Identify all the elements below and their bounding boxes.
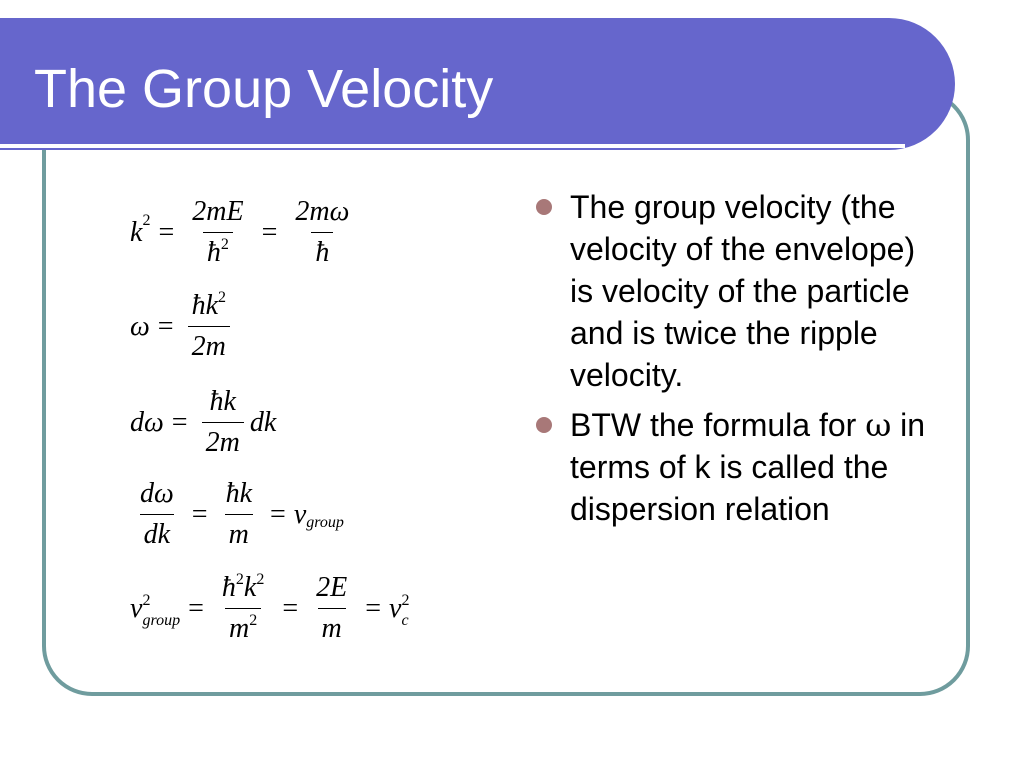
eq2-fraction (188, 290, 230, 363)
equals-sign: = (270, 498, 286, 530)
eq1-lhs-exp: 2 (142, 211, 151, 229)
eq3-fraction (202, 386, 244, 459)
equation-k-squared (130, 196, 359, 269)
equals-sign: = (157, 310, 174, 342)
eq4-f2-denominator: m (228, 519, 249, 550)
equation-velocity-squared (130, 572, 409, 645)
eq5-v-subscript: group (142, 611, 181, 629)
bullet-item (532, 186, 942, 396)
slide-title: The Group Velocity (34, 59, 494, 119)
bullet-text: The group velocity (the velocity of the envelope) is velocity of the particle and is twice the ripple velocity. (570, 189, 916, 393)
eq3-denominator: 2m (205, 427, 240, 458)
bullet-text-prefix: BTW the formula for (570, 407, 866, 443)
eq1-f2-numerator: 2mω (295, 196, 350, 227)
eq1-fraction-1 (188, 196, 247, 269)
eq5-fraction-2: $\frac{2E}{m}$ (316, 572, 348, 644)
eq2-denominator: 2m (191, 331, 226, 362)
eq1-lhs: k (130, 216, 143, 248)
eq2-num-exp: 2 (218, 289, 227, 306)
eq5-v-exp: 2 (142, 591, 151, 609)
bullet-dot-icon (536, 199, 552, 215)
eq4-f1-numerator: dω (140, 478, 174, 509)
eq4-v: v (293, 498, 307, 530)
eq3-numerator: ħk (209, 386, 236, 417)
equation-d-omega (130, 386, 276, 459)
eq4-fraction-1 (136, 478, 178, 551)
equals-sign: = (282, 592, 299, 624)
eq5-v-c: $v^2_c$ (389, 591, 410, 629)
eq3-rhs: dk (249, 406, 277, 438)
eq4-v-subscript: group (306, 513, 344, 531)
equals-sign: = (171, 406, 188, 438)
eq1-f2-denominator: ħ (315, 237, 330, 268)
bullet-dot-icon (536, 417, 552, 433)
eq4-f2-numerator: ħk (225, 478, 253, 509)
equation-group-velocity (130, 478, 344, 551)
eq1-f1-den-exp: 2 (220, 236, 229, 253)
equals-sign: = (188, 592, 204, 624)
omega-symbol: ω (865, 406, 892, 444)
title-bar (0, 18, 955, 150)
equals-sign: = (365, 592, 382, 624)
eq3-lhs: dω (130, 406, 164, 438)
eq1-fraction-2 (291, 196, 353, 269)
bullet-list (532, 186, 942, 538)
eq1-f1-numerator: 2mE (192, 196, 244, 227)
eq5-fraction-1: $\frac{ħ^2k^2}{m^2}$ (221, 571, 265, 644)
eq2-numerator: ħk (191, 290, 219, 321)
equation-omega (130, 290, 236, 363)
title-underline (0, 144, 905, 148)
bullet-text-suffix: in terms of k is called the dispersion relation (570, 407, 926, 527)
eq5-v-group: $v^2_{group}$ (130, 591, 181, 629)
eq4-fraction-2 (222, 478, 256, 551)
bullet-item (532, 404, 942, 530)
eq2-lhs: ω (130, 310, 150, 342)
eq4-f1-denominator: dk (143, 519, 171, 550)
eq1-f1-denominator: ħ (206, 237, 221, 268)
equals-sign: = (261, 216, 278, 248)
equals-sign: = (191, 498, 208, 530)
equals-sign: = (158, 216, 175, 248)
